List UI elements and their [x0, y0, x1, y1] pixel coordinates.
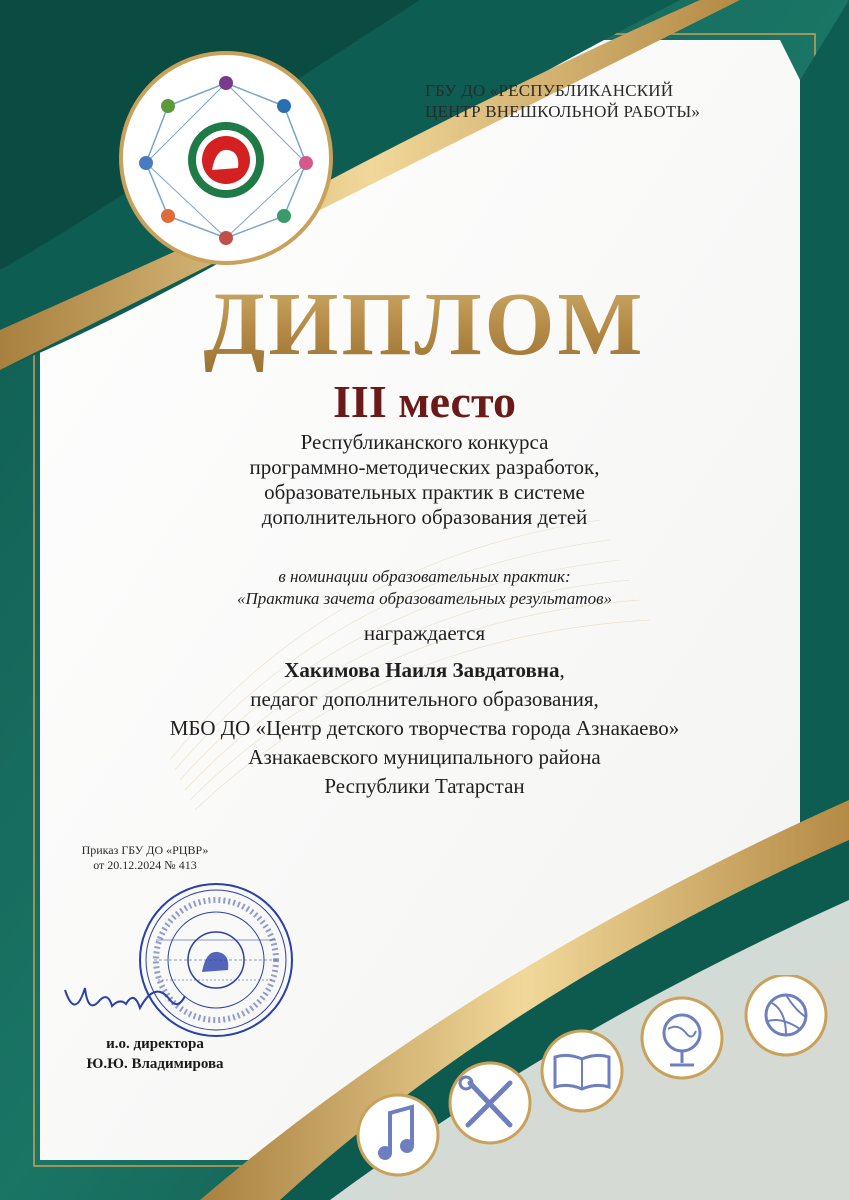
recipient-block [60, 656, 789, 801]
contest-line-1: Республиканского конкурса [300, 430, 549, 454]
tools-icon [450, 1063, 530, 1143]
organization-line-1: ГБУ ДО «РЕСПУБЛИКАНСКИЙ [425, 81, 674, 100]
globe-icon [642, 998, 722, 1078]
recipient-republic: Республики Татарстан [324, 774, 525, 798]
order-line-2: от 20.12.2024 № 413 [93, 858, 197, 872]
recipient-district: Азнакаевского муниципального района [248, 745, 601, 769]
music-note-icon [358, 1095, 438, 1175]
diploma-title: ДИПЛОМ [203, 275, 646, 372]
contest-line-2: программно-методических разработок, [249, 455, 600, 479]
organization-line-2: ЦЕНТР ВНЕШКОЛЬНОЙ РАБОТЫ» [425, 102, 701, 121]
contest-line-4: дополнительного образования детей [261, 505, 588, 529]
volleyball-icon [746, 975, 826, 1055]
recipient-institution: МБО ДО «Центр детского творчества города Азнакаево» [169, 716, 680, 740]
diploma-title-graphic [0, 262, 849, 372]
signatory-role: и.о. директора [106, 1036, 204, 1052]
book-icon [542, 1031, 622, 1111]
nomination-line-1: в номинации образовательных практик: [278, 567, 571, 586]
activity-icons [350, 975, 849, 1200]
nomination [120, 566, 729, 610]
recipient-name-suffix: , [559, 658, 565, 682]
handwritten-signature [60, 970, 190, 1030]
awarded-label: награждается [363, 621, 486, 645]
recipient-name: Хакимова Наиля Завдатовна [284, 658, 560, 682]
nomination-line-2: «Практика зачета образовательных результатов» [237, 589, 612, 608]
signatory-name: Ю.Ю. Владимирова [86, 1056, 224, 1072]
recipient-position: педагог дополнительного образования, [250, 687, 599, 711]
contest-line-3: образовательных практик в системе [264, 480, 585, 504]
emblem-logo [116, 48, 336, 268]
recipient-name-line [60, 656, 789, 685]
organization-name [425, 80, 805, 122]
signatory-block [60, 1034, 250, 1074]
order-line-1: Приказ ГБУ ДО «РЦВР» [81, 843, 209, 857]
order-reference [40, 843, 250, 873]
contest-description [120, 430, 729, 530]
place-heading: III место [333, 376, 516, 427]
